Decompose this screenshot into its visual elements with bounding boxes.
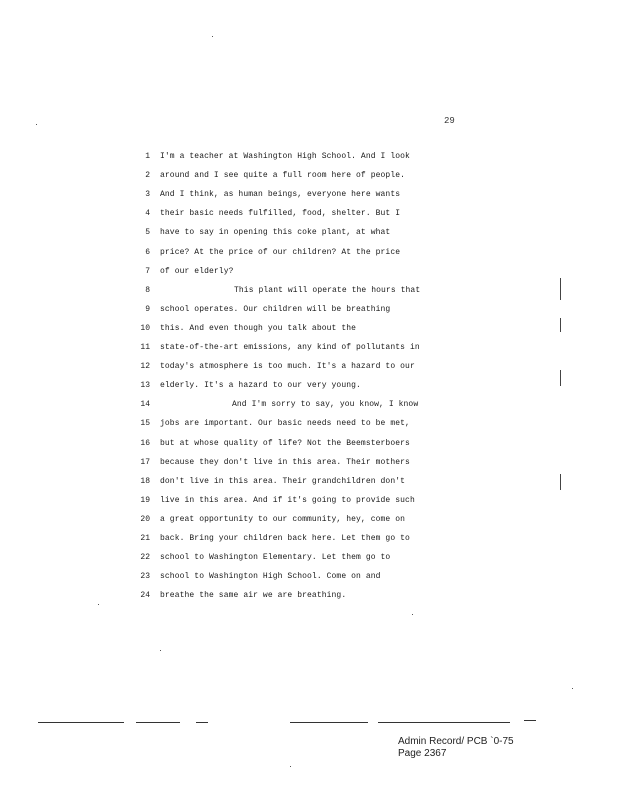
scan-speck — [212, 36, 213, 37]
line-number: 22 — [140, 553, 150, 562]
scan-dash — [290, 722, 368, 723]
transcript-line: because they don't live in this area. Their mothers — [160, 458, 410, 467]
transcript-line: elderly. It's a hazard to our very young. — [160, 381, 361, 390]
scan-speck — [572, 688, 573, 689]
line-number: 2 — [145, 171, 150, 180]
line-number: 17 — [140, 458, 150, 467]
line-number: 24 — [140, 591, 150, 600]
scan-speck — [98, 604, 99, 605]
transcript-line: breathe the same air we are breathing. — [160, 591, 347, 600]
line-number: 23 — [140, 572, 150, 581]
transcript-line: around and I see quite a full room here of people. — [160, 171, 406, 180]
scan-dash — [196, 722, 208, 723]
footer-page-label: Page 2367 — [398, 748, 447, 759]
transcript-line: school to Washington High School. Come on and — [160, 572, 381, 581]
line-number: 18 — [140, 477, 150, 486]
transcript-line: school operates. Our children will be breathing — [160, 305, 391, 314]
line-number: 3 — [145, 190, 150, 199]
margin-mark — [560, 474, 561, 490]
page-number: 29 — [444, 116, 455, 126]
transcript-line: This plant will operate the hours that — [234, 286, 421, 295]
scan-speck — [412, 614, 413, 615]
scan-dash — [136, 722, 180, 723]
scan-speck — [36, 124, 37, 125]
line-number: 9 — [145, 305, 150, 314]
scan-speck — [290, 766, 291, 767]
line-number: 15 — [140, 419, 150, 428]
transcript-line: this. And even though you talk about the — [160, 324, 357, 333]
margin-mark — [560, 370, 561, 386]
transcript-line: jobs are important. Our basic needs need to be met, — [160, 419, 410, 428]
line-number: 11 — [140, 343, 150, 352]
transcript-line: state-of-the-art emissions, any kind of pollutants in — [160, 343, 420, 352]
line-number: 5 — [145, 228, 150, 237]
line-number: 19 — [140, 496, 150, 505]
transcript-line: but at whose quality of life? Not the Beemsterboers — [160, 439, 410, 448]
transcript-line: I'm a teacher at Washington High School. And I look — [160, 152, 410, 161]
footer-record-label: Admin Record/ PCB `0-75 — [398, 736, 514, 747]
line-number: 13 — [140, 381, 150, 390]
transcript-line: their basic needs fulfilled, food, shelter. But I — [160, 209, 401, 218]
scan-dash — [38, 722, 124, 723]
line-number: 12 — [140, 362, 150, 371]
line-number: 8 — [145, 286, 150, 295]
scan-dash — [524, 720, 536, 721]
transcript-line: And I think, as human beings, everyone here wants — [160, 190, 401, 199]
transcript-line: price? At the price of our children? At the price — [160, 248, 401, 257]
line-number: 21 — [140, 534, 150, 543]
line-number: 4 — [145, 209, 150, 218]
line-number: 20 — [140, 515, 150, 524]
margin-mark — [560, 318, 561, 332]
line-number: 16 — [140, 439, 150, 448]
line-number: 7 — [145, 267, 150, 276]
transcript-line: a great opportunity to our community, hey, come on — [160, 515, 406, 524]
transcript-line: have to say in opening this coke plant, at what — [160, 228, 391, 237]
transcript-line: back. Bring your children back here. Let them go to — [160, 534, 410, 543]
line-number: 10 — [140, 324, 150, 333]
line-number: 6 — [145, 248, 150, 257]
scan-dash — [378, 722, 510, 723]
transcript-line: live in this area. And if it's going to provide such — [160, 496, 415, 505]
transcript-line: school to Washington Elementary. Let them go to — [160, 553, 391, 562]
margin-mark — [560, 278, 561, 300]
line-number: 14 — [140, 400, 150, 409]
scan-speck — [160, 650, 161, 651]
transcript-line: don't live in this area. Their grandchildren don't — [160, 477, 406, 486]
transcript-line: And I'm sorry to say, you know, I know — [232, 400, 419, 409]
line-number: 1 — [145, 152, 150, 161]
transcript-line: today's atmosphere is too much. It's a hazard to our — [160, 362, 415, 371]
transcript-line: of our elderly? — [160, 267, 234, 276]
